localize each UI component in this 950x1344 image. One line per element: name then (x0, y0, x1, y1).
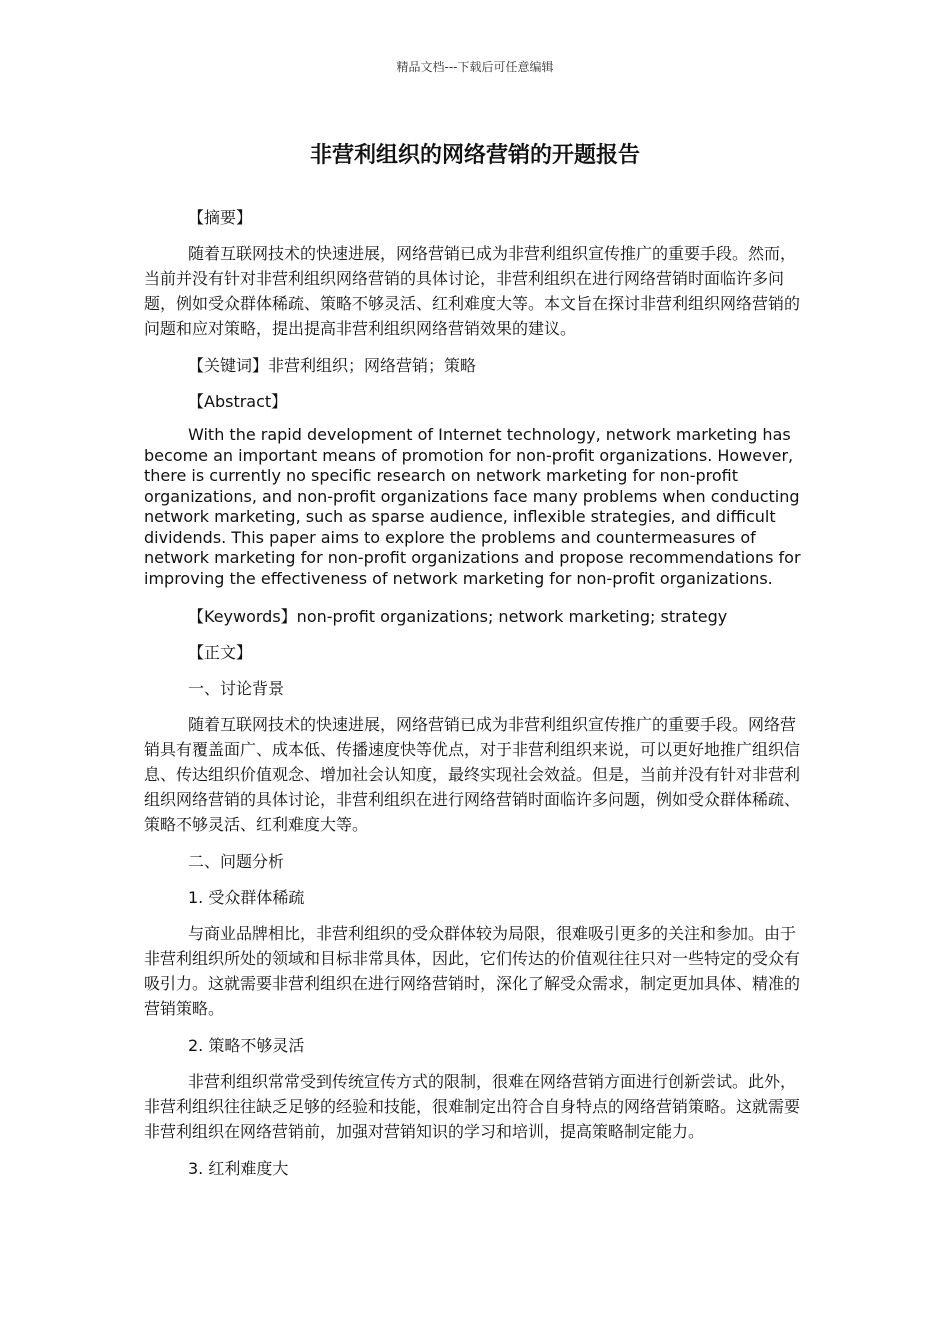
section-heading-analysis: 二、问题分析 (188, 852, 285, 871)
abstract-heading: 【摘要】 (188, 208, 253, 227)
subsection-strategy-paragraph: 非营利组织常常受到传统宣传方式的限制，很难在网络营销方面进行创新尝试。此外，非营利组织往往缺乏足够的经验和技能，很难制定出符合自身特点的网络营销策略。这就需要非营利组织在网络营销前，加强对营销知识的学习和培训，提高策略制定能力。 (144, 1072, 801, 1141)
keywords-cn: 【关键词】非营利组织；网络营销；策略 (188, 356, 477, 375)
body-heading: 【正文】 (188, 643, 253, 662)
subsection-heading-strategy: 2. 策略不够灵活 (188, 1036, 305, 1055)
subsection-heading-audience: 1. 受众群体稀疏 (188, 888, 305, 907)
abstract-en-heading: 【Abstract】 (188, 392, 288, 411)
subsection-audience-paragraph: 与商业品牌相比，非营利组织的受众群体较为局限，很难吸引更多的关注和参加。由于非营利组织所处的领域和目标非常具体，因此，它们传达的价值观往往只对一些特定的受众有吸引力。这就需要非营利组织在进行网络营销时，深化了解受众需求，制定更加具体、精准的营销策略。 (144, 924, 801, 1018)
section-background-paragraph: 随着互联网技术的快速进展，网络营销已成为非营利组织宣传推广的重要手段。网络营销具有覆盖面广、成本低、传播速度快等优点，对于非营利组织来说，可以更好地推广组织信息、传达组织价值观念、增加社会认知度，最终实现社会效益。但是，当前并没有针对非营利组织网络营销的具体讨论，非营利组织在进行网络营销时面临许多问题，例如受众群体稀疏、策略不够灵活、红利难度大等。 (144, 715, 801, 834)
section-heading-background: 一、讨论背景 (188, 679, 285, 698)
abstract-cn-paragraph: 随着互联网技术的快速进展，网络营销已成为非营利组织宣传推广的重要手段。然而，当前并没有针对非营利组织网络营销的具体讨论，非营利组织在进行网络营销时面临许多问题，例如受众群体稀疏、策略不够灵活、红利难度大等。本文旨在探讨非营利组织网络营销的问题和应对策略，提出提高非营利组织网络营销效果的建议。 (144, 244, 801, 338)
document-body (144, 205, 806, 1192)
keywords-en: 【Keywords】non-profit organizations; network marketing; strategy (188, 607, 728, 626)
document-title: 非营利组织的网络营销的开题报告 (309, 143, 640, 168)
abstract-en-paragraph: With the rapid development of Internet technology, network marketing has become an important means of promotion for non-profit organizations. However, there is currently no specific research on network marketing for non-profit organizations, and non-profit organizations face many problems when conducting network marketing, such as sparse audience, inflexible strategies, and difficult dividends. This paper aims to explore the problems and countermeasures of network marketing for non-profit organizations and propose recommendations for improving the effectiveness of network marketing for non-profit organizations. (144, 425, 801, 588)
subsection-heading-dividend: 3. 红利难度大 (188, 1159, 289, 1178)
header-note: 精品文档---下载后可任意编辑 (396, 60, 554, 74)
